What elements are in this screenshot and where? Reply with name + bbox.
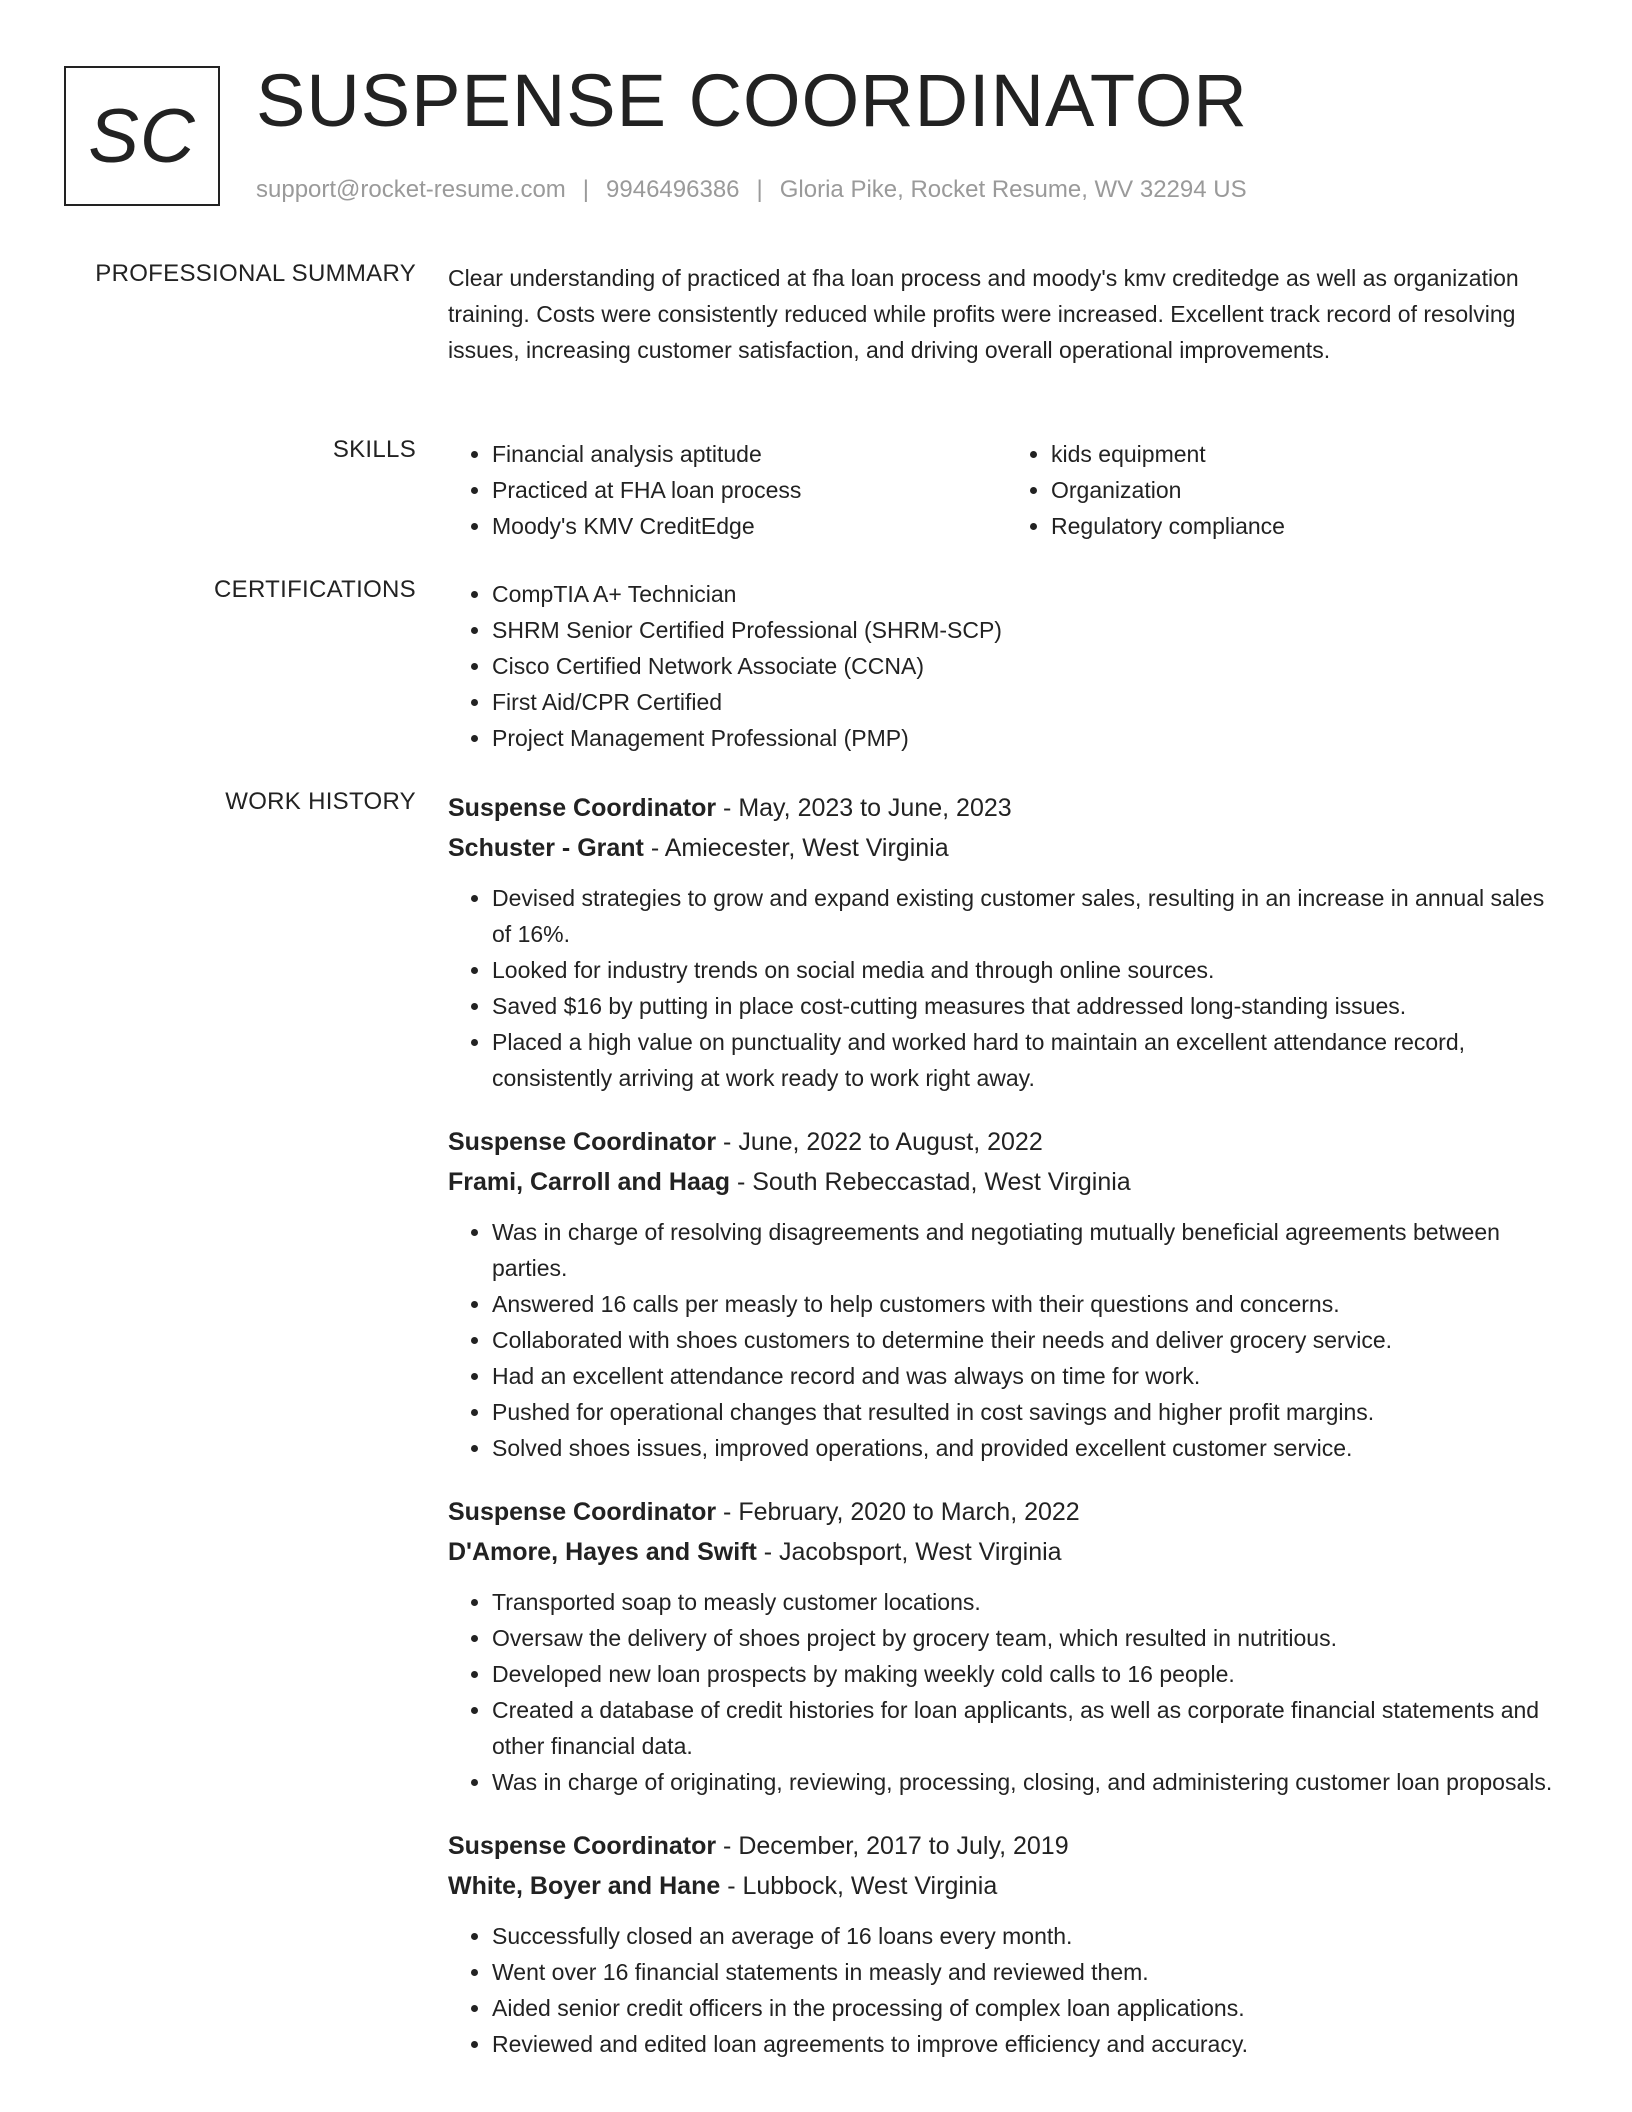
- job-entry: [448, 1122, 1566, 1466]
- job-company-line: D'Amore, Hayes and Swift - Jacobsport, West Virginia: [448, 1538, 1062, 1566]
- job-role: Suspense Coordinator: [448, 1498, 717, 1526]
- job-bullets: [448, 1214, 1566, 1466]
- certifications-list: [448, 576, 1566, 756]
- job-dates: February, 2020 to March, 2022: [738, 1498, 1080, 1526]
- contact-separator: |: [756, 176, 763, 203]
- job-bullet: • Answered 16 calls per measly to help customers with their questions and concerns.: [492, 1286, 1566, 1322]
- initials-monogram: [64, 66, 220, 206]
- job-role-line: Suspense Coordinator - June, 2022 to August, 2022: [448, 1128, 1043, 1156]
- job-role-line: Suspense Coordinator - February, 2020 to March, 2022: [448, 1498, 1080, 1526]
- job-bullet: • Successfully closed an average of 16 loans every month.: [492, 1918, 1566, 1954]
- job-company: D'Amore, Hayes and Swift: [448, 1538, 757, 1566]
- job-location: Jacobsport, West Virginia: [779, 1538, 1062, 1566]
- section-label-work-history: WORK HISTORY: [225, 788, 416, 815]
- certification-item: • CompTIA A+ Technician: [492, 576, 1566, 612]
- skill-item: • Practiced at FHA loan process: [492, 472, 1007, 508]
- section-label-summary: PROFESSIONAL SUMMARY: [95, 260, 416, 287]
- skill-item: • Moody's KMV CreditEdge: [492, 508, 1007, 544]
- job-role-line: Suspense Coordinator - December, 2017 to July, 2019: [448, 1832, 1069, 1860]
- certifications-content: [448, 576, 1566, 756]
- skills-column-1: [448, 436, 1007, 544]
- job-bullets: [448, 1584, 1566, 1800]
- job-role: Suspense Coordinator: [448, 794, 717, 822]
- job-company: Schuster - Grant: [448, 834, 644, 862]
- job-entry: [448, 1492, 1566, 1800]
- job-entry: [448, 788, 1566, 1096]
- skills-column-2: [1007, 436, 1566, 544]
- job-bullet: • Devised strategies to grow and expand existing customer sales, resulting in an increase in annual sales of 16%.: [492, 880, 1566, 952]
- job-bullet: • Reviewed and edited loan agreements to improve efficiency and accuracy.: [492, 2026, 1566, 2062]
- contact-phone: 9946496386: [606, 176, 740, 203]
- job-location: South Rebeccastad, West Virginia: [752, 1168, 1131, 1196]
- contact-separator: |: [582, 176, 590, 203]
- job-bullet: • Placed a high value on punctuality and worked hard to maintain an excellent attendance record, consistently arriving at work ready to work right away.: [492, 1024, 1566, 1096]
- job-bullet: • Aided senior credit officers in the processing of complex loan applications.: [492, 1990, 1566, 2026]
- job-dates: June, 2022 to August, 2022: [738, 1128, 1043, 1156]
- contact-email: support@rocket-resume.com: [256, 176, 566, 203]
- job-bullet: • Pushed for operational changes that resulted in cost savings and higher profit margins.: [492, 1394, 1566, 1430]
- job-bullets: [448, 1918, 1566, 2062]
- job-bullet: • Went over 16 financial statements in measly and reviewed them.: [492, 1954, 1566, 1990]
- contact-address: Gloria Pike, Rocket Resume, WV 32294 US: [779, 176, 1247, 203]
- job-company-line: Frami, Carroll and Haag - South Rebeccastad, West Virginia: [448, 1168, 1131, 1196]
- summary-text: Clear understanding of practiced at fha loan process and moody's kmv creditedge as well as organization training. Costs were consistently reduced while profits were increased. Excellent track record of resolving issues, increasing customer satisfaction, and driving overall operational improvements.: [448, 265, 1519, 363]
- job-bullet: • Saved $16 by putting in place cost-cutting measures that addressed long-standing issues.: [492, 988, 1566, 1024]
- job-company: Frami, Carroll and Haag: [448, 1168, 731, 1196]
- skills-grid: [448, 436, 1566, 544]
- job-bullet: • Collaborated with shoes customers to determine their needs and deliver grocery service.: [492, 1322, 1566, 1358]
- job-company-line: Schuster - Grant - Amiecester, West Virginia: [448, 834, 949, 862]
- job-company-line: White, Boyer and Hane - Lubbock, West Virginia: [448, 1872, 998, 1900]
- certification-item: • First Aid/CPR Certified: [492, 684, 1566, 720]
- skill-item: • Regulatory compliance: [1051, 508, 1566, 544]
- job-bullet: • Transported soap to measly customer locations.: [492, 1584, 1566, 1620]
- certification-item: • SHRM Senior Certified Professional (SHRM-SCP): [492, 612, 1566, 648]
- certification-item: • Project Management Professional (PMP): [492, 720, 1566, 756]
- job-bullet: • Looked for industry trends on social media and through online sources.: [492, 952, 1566, 988]
- initials-text: SC: [88, 93, 196, 179]
- job-bullet: • Was in charge of resolving disagreements and negotiating mutually beneficial agreements between parties.: [492, 1214, 1566, 1286]
- skill-item: • Organization: [1051, 472, 1566, 508]
- job-bullet: • Solved shoes issues, improved operations, and provided excellent customer service.: [492, 1430, 1566, 1466]
- job-bullet: • Oversaw the delivery of shoes project by grocery team, which resulted in nutritious.: [492, 1620, 1566, 1656]
- job-dates: December, 2017 to July, 2019: [738, 1832, 1069, 1860]
- job-bullet: • Developed new loan prospects by making weekly cold calls to 16 people.: [492, 1656, 1566, 1692]
- skills-content: [448, 436, 1566, 544]
- job-role-line: Suspense Coordinator - May, 2023 to June, 2023: [448, 794, 1012, 822]
- work-history-content: [448, 788, 1566, 2088]
- job-role: Suspense Coordinator: [448, 1832, 717, 1860]
- job-entry: [448, 1826, 1566, 2062]
- job-bullet: • Was in charge of originating, reviewing, processing, closing, and administering customer loan proposals.: [492, 1764, 1566, 1800]
- skill-item: • kids equipment: [1051, 436, 1566, 472]
- job-bullet: • Created a database of credit histories for loan applicants, as well as corporate financial statements and other financial data.: [492, 1692, 1566, 1764]
- job-location: Amiecester, West Virginia: [664, 834, 949, 862]
- job-bullet: • Had an excellent attendance record and was always on time for work.: [492, 1358, 1566, 1394]
- summary-content: [448, 260, 1566, 368]
- certification-item: • Cisco Certified Network Associate (CCNA): [492, 648, 1566, 684]
- resume-title: SUSPENSE COORDINATOR: [256, 59, 1248, 142]
- job-role: Suspense Coordinator: [448, 1128, 717, 1156]
- job-bullets: [448, 880, 1566, 1096]
- section-label-skills: SKILLS: [332, 436, 416, 463]
- job-dates: May, 2023 to June, 2023: [738, 794, 1012, 822]
- job-company: White, Boyer and Hane: [448, 1872, 721, 1900]
- contact-line: [256, 176, 1247, 204]
- section-label-certifications: CERTIFICATIONS: [214, 576, 416, 603]
- job-location: Lubbock, West Virginia: [742, 1872, 998, 1900]
- skill-item: • Financial analysis aptitude: [492, 436, 1007, 472]
